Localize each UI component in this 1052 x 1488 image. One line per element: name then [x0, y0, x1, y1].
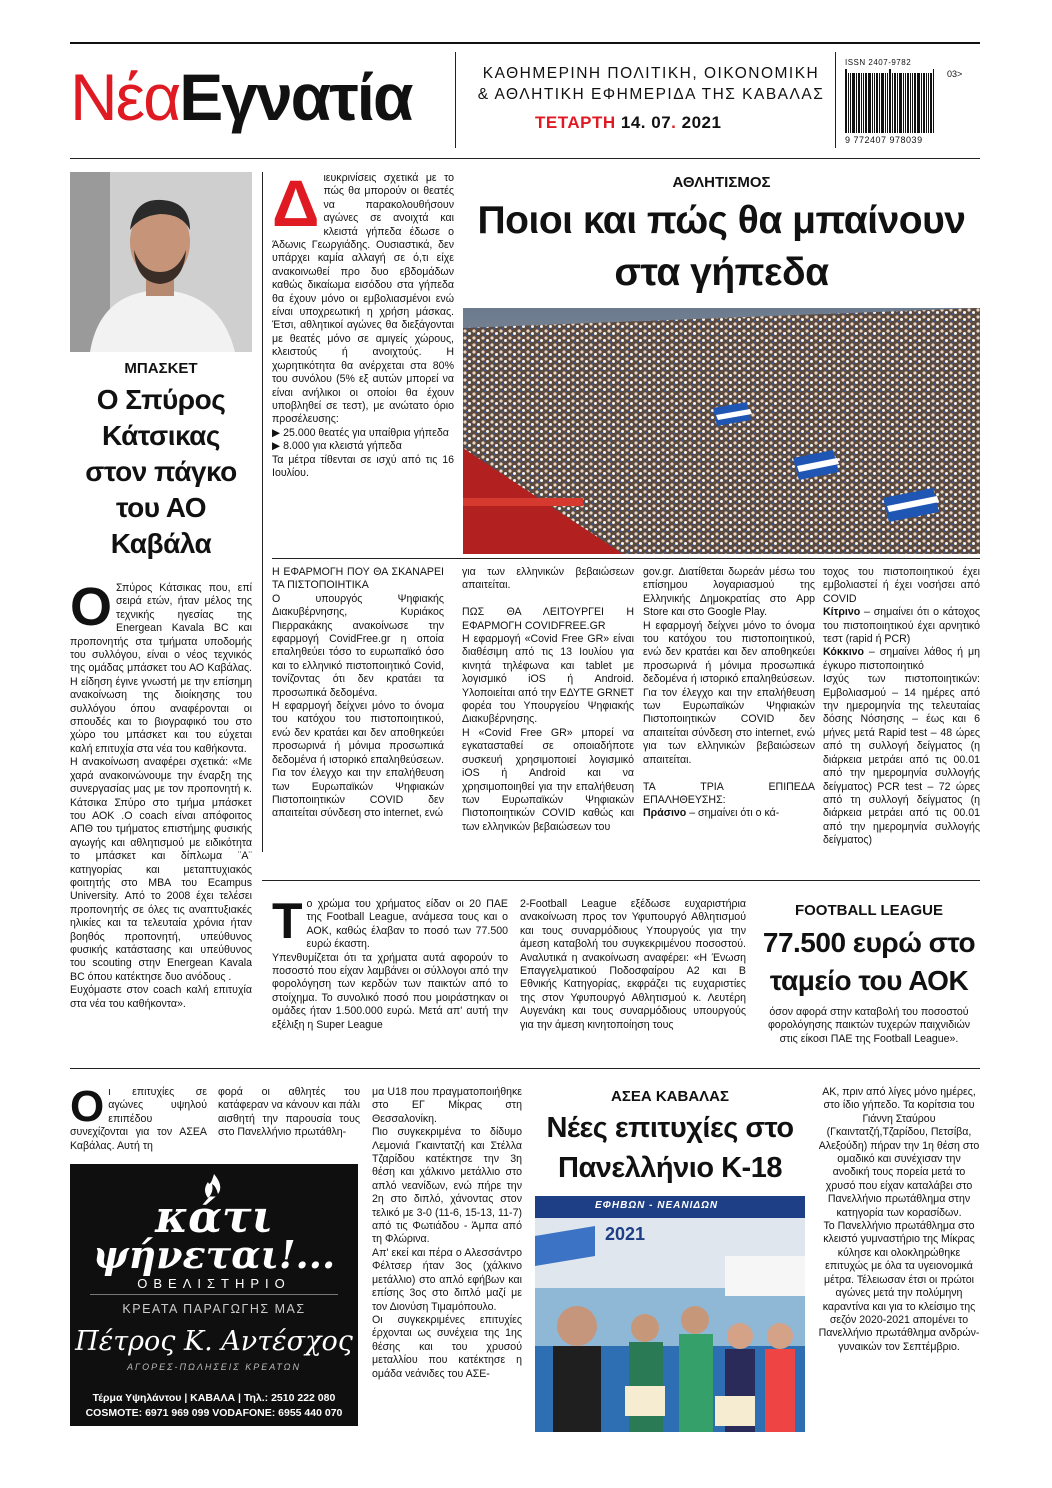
date-day-number: 14	[620, 113, 641, 132]
tagline	[470, 63, 832, 105]
photo-year: 2021	[605, 1224, 646, 1244]
ad-address: Τέρμα Υψηλάντου | ΚΑΒΑΛΑ | Τηλ.: 2510 222 080	[92, 1392, 336, 1404]
ad-phones: COSMOTE: 6971 969 099 VODAFONE: 6955 440 070	[85, 1407, 343, 1419]
coach-photo	[70, 172, 252, 352]
tagline-line-2: & ΑΘΛΗΤΙΚΗ ΕΦΗΜΕΡΙΔΑ ΤΗΣ ΚΑΒΑΛΑΣ	[477, 86, 825, 103]
covid-col-1: Η ΕΦΑΡΜΟΓΗ ΠΟΥ ΘΑ ΣΚΑΝΑΡΕΙ ΤΑ ΠΙΣΤΟΠΟΙΗΤΙΚΑ Ο υπουργός Ψηφιακής Διακυβέρνησης, Κυριάκος Πιερρακάκης ανακοίνωσε την εφαρμογή CovidFree.gr η οποία επαληθεύει τόσο το ευρωπαϊκό όσο και το ελληνικό πιστοποιητικό Covid, τονίζοντας ότι δεν κρατάει τα προσωπικά δεδομένα. Η εφαρμογή δείχνει μόνο το όνομα του κατόχου του πιστοποιητικού, ενώ δεν κρατάει και δεν αποθηκεύει προσωρινά ή μόνιμα προσωπικά δεδομένα ή ιστορικό επαληθεύσεων. Για τον έλεγχο και την επαλήθευση των Ευρωπαϊκών Ψηφιακών Πιστοποιητικών COVID δεν απαιτείται σύνδεση στο internet, ενώ	[272, 566, 444, 820]
barcode-number: 9 772407 978039	[845, 135, 923, 145]
issn: ISSN 2407-9782	[845, 58, 912, 67]
football-dropcap: Τ	[272, 893, 303, 949]
basket-headline[interactable]: Ο Σπύρος Κάτσικας στον πάγκο του ΑΟ Καβάλα	[85, 384, 237, 559]
red-level-label: Κόκκινο	[823, 646, 864, 659]
stadium-headline[interactable]: Ποιοι και πώς θα μπαίνουν στα γήπεδα	[477, 199, 966, 294]
asea-top-rule	[70, 1068, 980, 1069]
covid-dropcap: Δ	[272, 166, 320, 240]
barcode	[845, 58, 963, 158]
date-day: ΤΕΤΑΡΤΗ	[535, 113, 616, 132]
barcode-divider	[835, 52, 836, 148]
barcode-bars	[845, 69, 955, 133]
col-divider-1	[262, 172, 263, 852]
photo-banner-text: ΕΦΗΒΩΝ - ΝΕΑΝΙΔΩΝ	[595, 1200, 719, 1211]
covid-bullet-outdoor: ▶ 25.000 θεατές για υπαίθρια γήπεδα	[272, 426, 449, 439]
ad-brand-line-2: ψήνεται!...	[92, 1232, 336, 1277]
logo-part-2: Εγνατία	[179, 60, 412, 134]
date-month: 07	[651, 113, 672, 132]
covid-col-4: τοχος του πιστοποιητικού έχει εμβολιαστεί ή έχει νοσήσει από COVID Κίτρινο – σημαίνει ότι ο κάτοχος του πιστοποιητικού έχει αρνητικό τεστ (rapid ή PCR) Κόκκινο – σημαίνει λάθος ή μη έγκυρο πιστοποιητικό Ισχύς των πιστοποιητικών: Εμβολιασμού – 14 ημέρες από την ημερομηνία της τελευταίας δόσης Νόσησης – έως και 6 μήνες μετά Rapid test – 48 ώρες από τη συλλογή δείγματος (η διάρκεια μετράει από τις 00.01 από την ημερομηνία συλλογής δείγματος) PCR test – 72 ώρες από τη συλλογή δείγματος (η διάρκεια μετράει από τις 00.01 από την ημερομηνία συλλογής δείγματος)	[823, 566, 980, 847]
football-headline[interactable]: 77.500 ευρώ στο ταμείο του ΑΟΚ	[762, 927, 976, 996]
football-top-rule	[262, 880, 980, 881]
ad-tag: ΚΡΕΑΤΑ ΠΑΡΑΓΩΓΗΣ ΜΑΣ	[122, 1302, 306, 1316]
asea-col-4: ΑΚ, πριν από λίγες μόνο ημέρες, στο ίδιο γήπεδο. Τα κορίτσια του Γιάννη Σταύρου (Γκαιντατζή,Τζαρίδου, Πετσίβα, Αλεξούδη) πήραν την 1η θέση στο ομαδικό και συνέχισαν την ανοδική τους πορεία μετά το χρυσό που είχαν καταλάβει στο Πανελλήνιο πρωτάθλημα στην κατηγορία των κορασίδων. Το Πανελλήνιο πρωτάθλημα στο κλειστό γυμναστήριο της Μίκρας κύλησε και ολοκληρώθηκε επιτυχώς με όλα τα υγειονομικά μέτρα. Τέλειωσαν έτσι οι πρώτοι αγώνες μετά την πολύμηνη καραντίνα και για το κλείσιμο της σεζόν 2020-2021 απομένει το Πανελλήνιο πρωτάθλημα ανδρών-γυναικών τον Σεπτέμβριο.	[818, 1086, 980, 1353]
asea-col-2: φορά οι αθλητές του κατάφεραν να κάνουν και πάλι αισθητή την παρουσία τους στο Πανελλήνιο πρωτάθλη-	[218, 1086, 360, 1139]
asea-kicker: ΑΣΕΑ ΚΑΒΑΛΑΣ	[610, 1088, 729, 1105]
basket-dropcap: Ο	[70, 577, 113, 637]
covid-col-3: gov.gr. Διατίθεται δωρεάν μέσω του επίσημου λογαριασμού της Ελληνικής Δημοκρατίας στο App Store και στο Google Play. Η εφαρμογή δείχνει μόνο το όνομα του κατόχου του πιστοποιητικού, ενώ δεν κρατάει και δεν αποθηκεύει προσωρινά ή μόνιμα προσωπικά δεδομένα ή ιστορικό επαληθεύσεων. Για τον έλεγχο και την επαλήθευση των Ευρωπαϊκών Ψηφιακών Πιστοποιητικών COVID δεν απαιτείται σύνδεση στο internet, ενώ για των ελληνικών βεβαιώσεων απαιτείται. ΤΑ ΤΡΙΑ ΕΠΙΠΕΔΑ ΕΠΑΛΗΘΕΥΣΗΣ: Πράσινο – σημαίνει ότι ο κά-	[643, 566, 815, 820]
asea-col-3: μα U18 που πραγματοποιήθηκε στο ΕΓ Μίκρας στη Θεσσαλονίκη. Πιο συγκεκριμένα το δίδυμο Λεμονιά Γκαιντατζή και Στέλλα Τζαρίδου κατέκτησε την 3η θέση και χάλκινο μετάλλιο στο απλό νεανίδων, ενώ πήρε την 2η στο διπλό, χάνοντας στον τελικό με 3-0 (11-6, 15-13, 11-7) από τις Φωτιάδου - Άμπα από τη Φλώρινα. Απ' εκεί και πέρα ο Αλεσσάντρο Φέλτσερ ήταν 3ος (χάλκινο μετάλλιο) στο απλό εφήβων και επίσης 3ος στο διπλό μαζί με τον Διονύση Τιμαμόπουλο. Οι συγκεκριμένες επιτυχίες έρχονται ως συνέχεια της 1ης θέσης και του χρυσού μεταλλίου που κατέκτησε η ομάδα νεάνιδες του ΑΣΕ-	[372, 1086, 522, 1380]
stadium-kicker: ΑΘΛΗΤΙΣΜΟΣ	[672, 174, 771, 191]
masthead-bottom-rule	[70, 158, 980, 159]
date-year: 2021	[681, 113, 722, 132]
ad-brand-line-1: κάτι	[155, 1192, 273, 1243]
asea-headline[interactable]: Νέες επιτυχίες στο Πανελλήνιο Κ-18	[546, 1112, 794, 1184]
football-subtext: όσον αφορά στην καταβολή του ποσοστού φορολόγησης παικτών τυχερών παιχνιδιών στις είκοσι ΠΑΕ της Football League».	[767, 1006, 971, 1045]
asea-dropcap: Ο	[70, 1082, 105, 1131]
ad-owner: Πέτρος Κ. Αντέσχος	[75, 1326, 353, 1357]
tagline-line-1: ΚΑΘΗΜΕΡΙΝΗ ΠΟΛΙΤΙΚΗ, ΟΙΚΟΝΟΜΙΚΗ	[482, 65, 820, 82]
football-col-2: 2-Football League εξέδωσε ευχαριστήρια ανακοίνωση προς τον Υφυπουργό Αθλητισμού και τους συναρμόδιους Υπουργούς για την άμεση καταβολή του συγκεκριμένου ποσοστού. Αναλυτικά η ανακοίνωση αναφέρει: «Η Ένωση Επαγγελματικού Ποδοσφαίρου Α2 και Β Εθνικής Κατηγορίας, εκφράζει τις ευχαριστίες της στον Υφυπουργό Αθλητισμού κ. Λευτέρη Αυγενάκη και τους συναρμόδιους υπουργούς για την άμεση κινητοποίηση τους	[520, 898, 746, 1031]
advertisement[interactable]	[70, 1164, 358, 1426]
covid-bullet-indoor: ▶ 8.000 για κλειστά γήπεδα	[272, 440, 402, 453]
newspaper-logo[interactable]	[70, 50, 445, 145]
masthead-top-rule	[70, 42, 980, 44]
football-col-1: Τ ο χρώμα του χρήματος είδαν οι 20 ΠΑΕ της Football League, ανάμεσα τους και ο ΑΟΚ, καθώς έλαβαν το ποσό των 77.500 ευρώ έκαστη. Υπενθυμίζεται ότι τα χρήματα αυτά αφορούν το ποσοστό που είχαν λαμβάνει οι σύλλογοι από την φορολόγηση των κερδών των παικτών από το στοίχημα. Το συνολικό ποσό που μοιράστηκαν οι ομάδες ήταν 1.500.000 ευρώ. Μετά απ' αυτή την εξέλιξη η Super League	[272, 893, 508, 1031]
issue-number: 03>	[947, 69, 963, 79]
asea-col-1: Ο ι επιτυχίες σε αγώνες υψηλού επιπέδου συνεχίζονται για τον ΑΣΕΑ Καβάλας. Αυτή τη	[70, 1082, 207, 1152]
ad-divider	[90, 1294, 338, 1295]
asea-team-photo	[535, 1196, 805, 1432]
yellow-level-label: Κίτρινο	[823, 606, 861, 619]
ad-brand-sub: ΟΒΕΛΙΣΤΗΡΙΟ	[137, 1276, 291, 1291]
masthead-divider	[455, 52, 456, 148]
ad-owner-sub: ΑΓΟΡΕΣ-ΠΩΛΗΣΕΙΣ ΚΡΕΑΤΩΝ	[126, 1362, 302, 1372]
basket-kicker: ΜΠΑΣΚΕΤ	[124, 360, 198, 377]
covid-section-rule	[272, 558, 980, 559]
logo-part-1: Νέα	[70, 60, 180, 134]
stadium-crowd-photo	[463, 308, 980, 554]
dateline: ΤΕΤΑΡΤΗ 14. 07. 2021	[535, 113, 722, 132]
covid-intro-body: Δ ιευκρινίσεις σχετικά με το πώς θα μπορούν οι θεατές να παρακολουθήσουν αγώνες σε ανοιχτά και κλειστά γήπεδα έδωσε ο Άδωνις Γεωργιάδης. Ουσιαστικά, δεν υπάρχει καμία αλλαγή σε ό,τι είχε ανακοινωθεί προ δυο εβδομάδων καθώς δικαίωμα εισόδου στα γήπεδα θα έχουν μόνο οι εμβολιασμένοι ενώ είναι υποχρεωτική η χρήση μάσκας. Έτσι, αθλητικοί αγώνες θα διεξάγονται με θεατές μόνο σε αμιγείς χώρους, κλειστούς ή ανοιχτούς. Η χωρητικότητα θα ανέρχεται στα 80% του συνόλου (5% εξ αυτών μπορεί να είναι ανήλικοι οι οποίοι θα έχουν υποβληθεί σε τεστ), με ανώτατο όριο προσέλευσης: ▶ 25.000 θεατές για υπαίθρια γήπεδα ▶ 8.000 για κλειστά γήπεδα Τα μέτρα τίθενται σε ισχύ από τις 16 Ιουλίου.	[272, 166, 454, 479]
basket-article-body: Ο Σπύρος Κάτσικας που, επί σειρά ετών, ήταν μέλος της τεχνικής ηγεσίας της Energean Kavala BC και προπονητής στα τμήματα υποδομής του συλλόγου, είναι ο νέος τεχνικός της ομάδας μπάσκετ του ΑΟ Καβάλας. Η είδηση έγινε γνωστή με την επίσημη ανακοίνωση της διοίκησης του συλλόγου όπου αναφέρονται οι σπουδές και το βιογραφικό του στο χώρο του μπάσκετ και του εύχεται καλή επιτυχία στα νέα του καθήκοντα. Η ανακοίνωση αναφέρει σχετικά: «Με χαρά ανακοινώνουμε την έναρξη της συνεργασίας μας με τον προπονητή κ. Κάτσικα Σπύρο στο τμήμα μπάσκετ του ΑΟΚ .Ο coach είναι απόφοιτος ΑΠΘ του τμήματος επιστήμης φυσικής αγωγής και αθλητισμού με ειδικότητα το μπάσκετ και δίπλωμα ¨Α¨ κατηγορίας και μεταπτυχιακός φοιτητής στο MBA του Ecampus University. Από το 2008 έχει τελέσει προπονητής σε όλες τις αναπτυξιακές ηλικίες και τα τελευταία χρόνια ήταν βοηθός προπονητή, υπεύθυνος φυσικής κατάστασης και υπεύθυνος του scouting στην Energean Kavala BC όπου κατέκτησε δυο ανόδους . Ευχόμαστε στον coach καλή επιτυχία στα νέα του καθήκοντα».	[70, 577, 252, 1010]
green-level-label: Πράσινο	[643, 807, 687, 820]
football-kicker: FOOTBALL LEAGUE	[794, 902, 944, 919]
covid-col-2: για των ελληνικών βεβαιώσεων απαιτείται. ΠΩΣ ΘΑ ΛΕΙΤΟΥΡΓΕΙ Η ΕΦΑΡΜΟΓΗ COVIDFREE.GR Η εφαρμογή «Covid Free GR» είναι διαθέσιμη από τις 13 Ιουλίου για κινητά τηλέφωνα και tablet με λογισμικό iOS ή Android. Υλοποιείται από την ΕΔΥΤΕ GRNET φορέα του Υπουργείου Ψηφιακής Διακυβέρνησης. Η «Covid Free GR» μπορεί να εγκατασταθεί σε οποιαδήποτε συσκευή χρησιμοποιεί λογισμικό iOS ή Android και να χρησιμοποιηθεί για την επαλήθευση των Ευρωπαϊκών Ψηφιακών Πιστοποιητικών COVID καθώς και των ελληνικών βεβαιώσεων του	[462, 566, 634, 833]
